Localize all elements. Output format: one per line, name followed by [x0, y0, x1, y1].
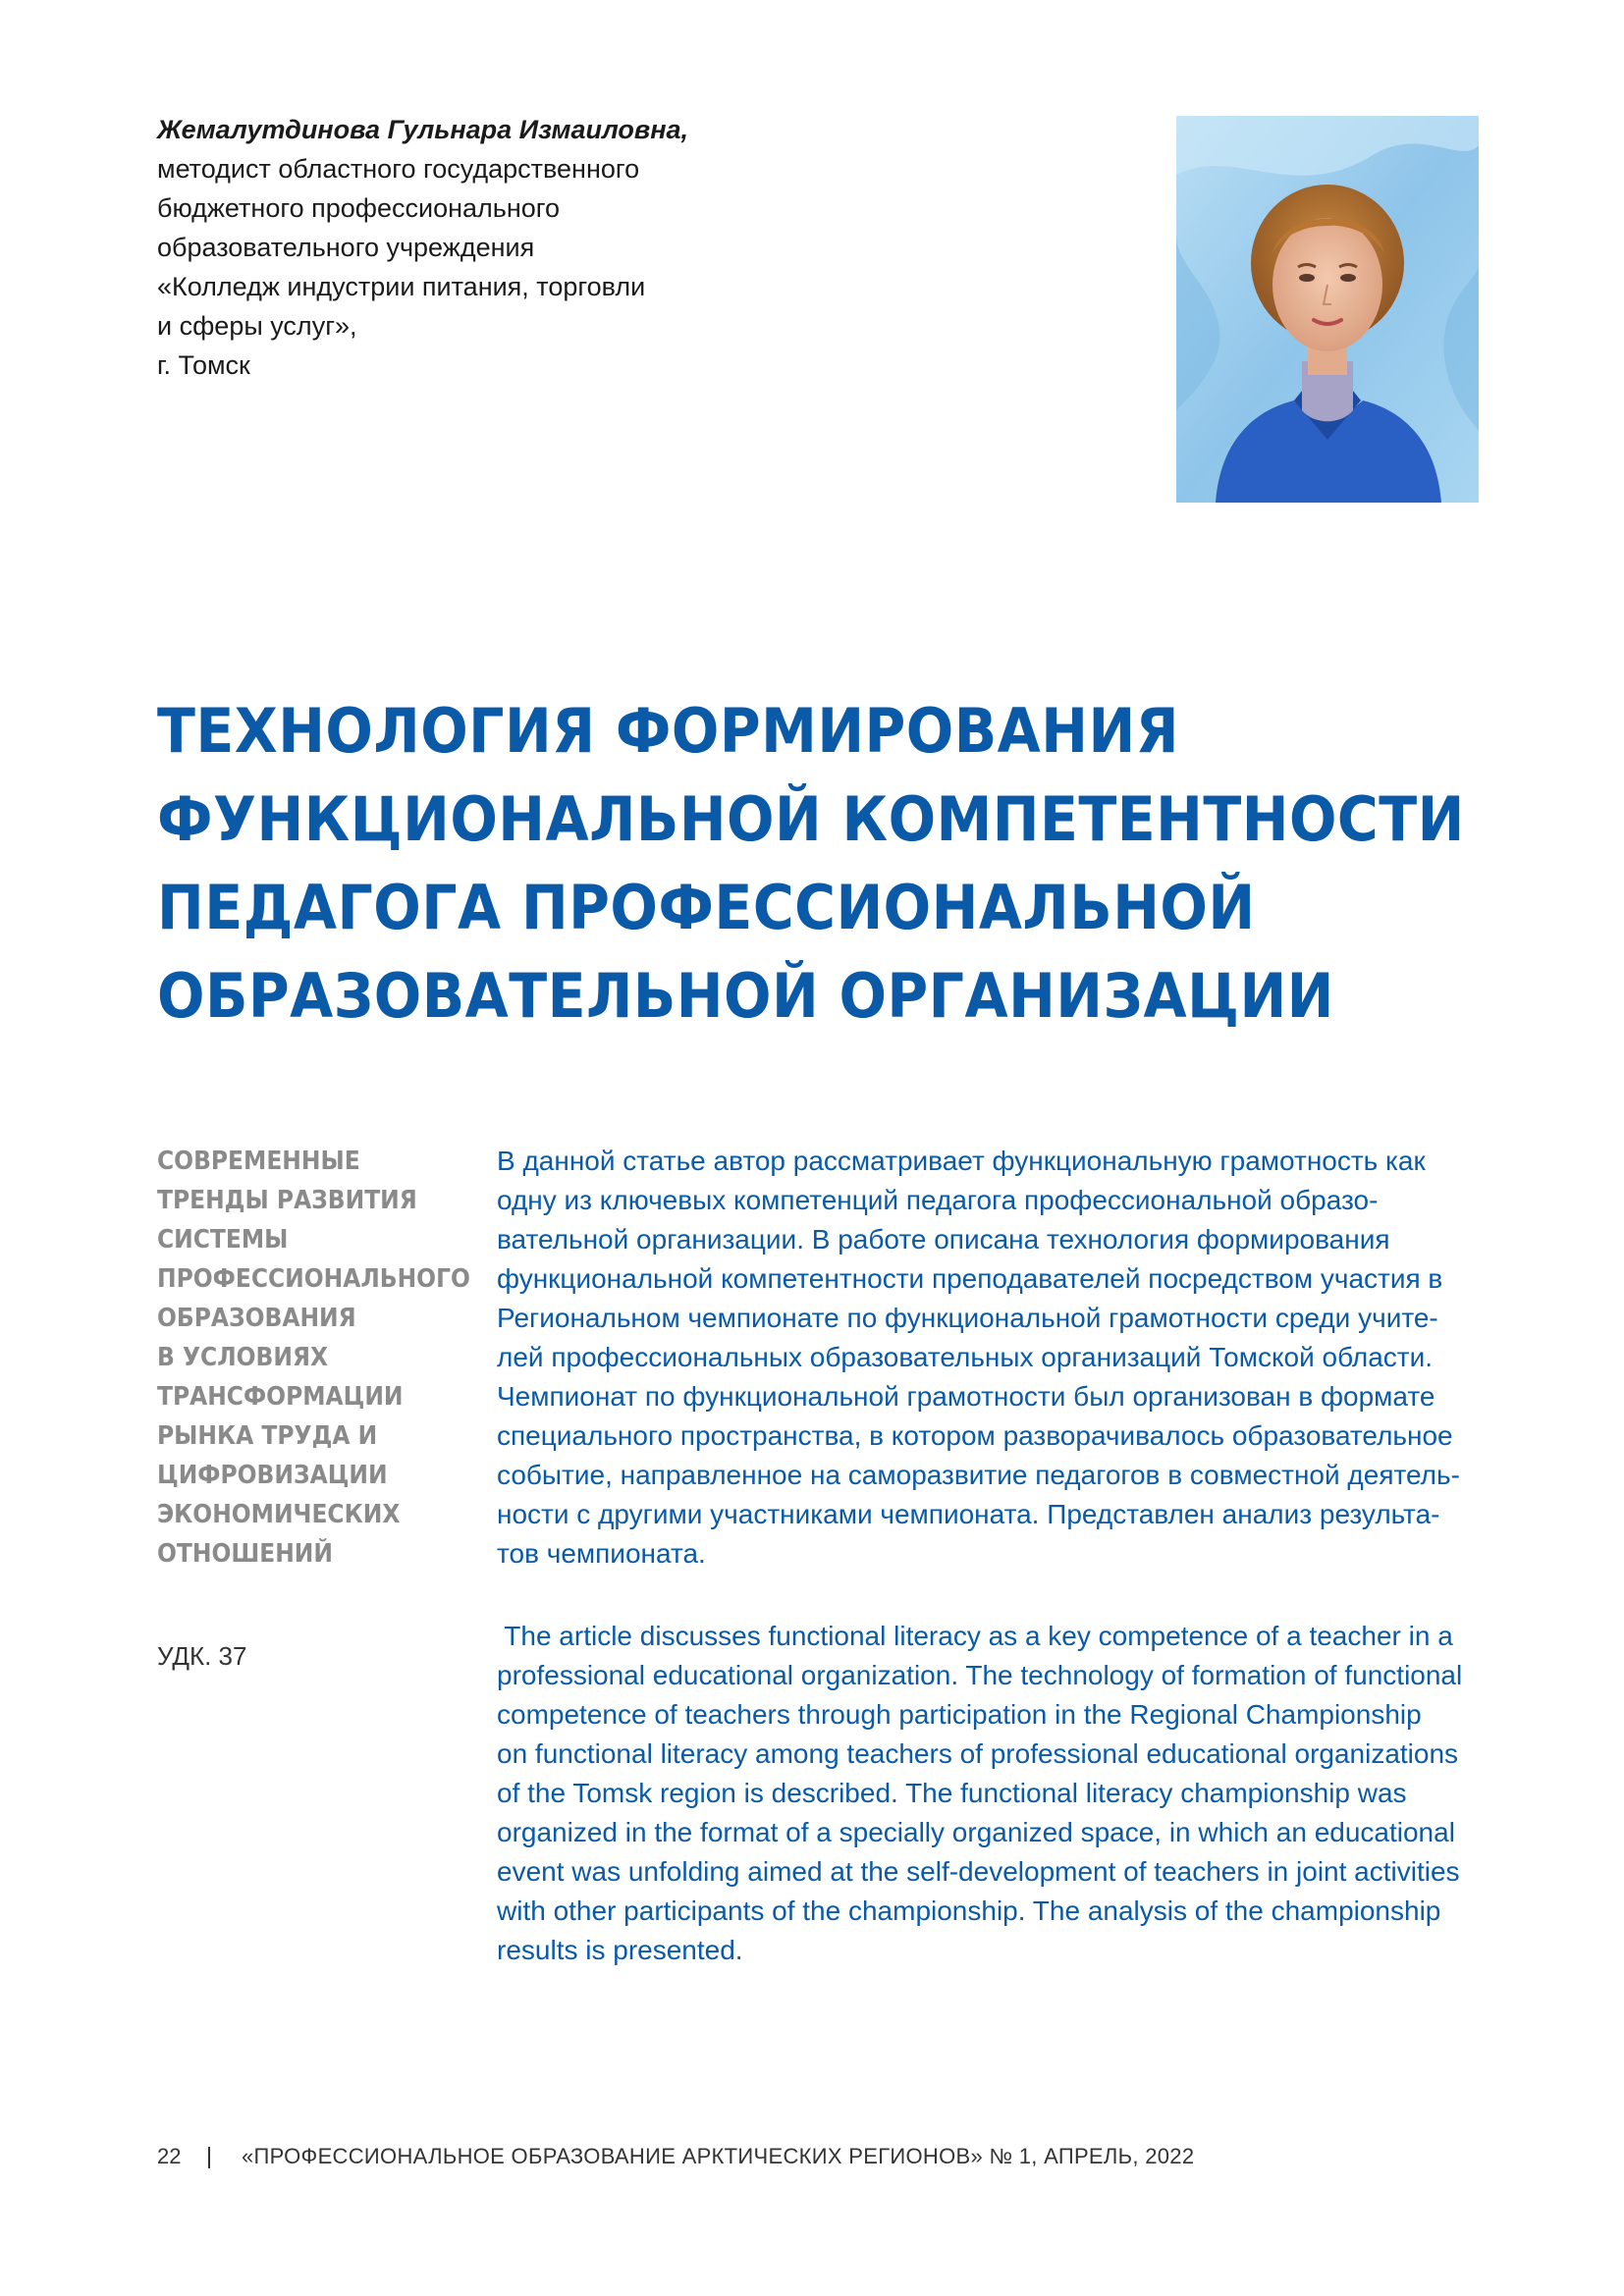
- rubric-line: ТРЕНДЫ РАЗВИТИЯ: [157, 1186, 417, 1215]
- article-title: [157, 687, 1465, 1041]
- author-affiliation-line: образовательного учреждения: [157, 233, 535, 262]
- abstract-line: organized in the format of a specially organized space, in which an educational: [497, 1817, 1455, 1847]
- rubric-line: В УСЛОВИЯХ: [157, 1343, 329, 1372]
- article-title-line: ОБРАЗОВАТЕЛЬНОЙ ОРГАНИЗАЦИИ: [157, 960, 1334, 1032]
- author-city: г. Томск: [157, 350, 250, 380]
- abstract-line: competence of teachers through participation in the Regional Championship: [497, 1699, 1422, 1730]
- abstract-english: [497, 1617, 1479, 1970]
- author-affiliation-line: «Колледж индустрии питания, торговли: [157, 272, 646, 301]
- section-rubric: [157, 1142, 470, 1574]
- rubric-line: СИСТЕМЫ: [157, 1225, 289, 1255]
- journal-name: «ПРОФЕССИОНАЛЬНОЕ ОБРАЗОВАНИЕ АРКТИЧЕСКИХ РЕГИОНОВ» № 1, АПРЕЛЬ, 2022: [242, 2144, 1195, 2168]
- page-number: 22: [157, 2144, 182, 2168]
- rubric-line: ПРОФЕССИОНАЛЬНОГО: [157, 1264, 470, 1294]
- abstract-line: results is presented.: [497, 1935, 743, 1965]
- rubric-line: ЭКОНОМИЧЕСКИХ: [157, 1500, 401, 1529]
- abstract-line: Чемпионат по функциональной грамотности был организован в формате: [497, 1381, 1435, 1412]
- abstract-line: ности с другими участниками чемпионата. Представлен анализ результа-: [497, 1499, 1440, 1529]
- abstract-line: Региональном чемпионате по функциональной грамотности среди учите-: [497, 1303, 1438, 1333]
- rubric-line: ТРАНСФОРМАЦИИ: [157, 1382, 404, 1412]
- author-photo: [1176, 116, 1479, 503]
- abstract-line: of the Tomsk region is described. The functional literacy championship was: [497, 1778, 1407, 1808]
- rubric-line: ОБРАЗОВАНИЯ: [157, 1304, 356, 1333]
- abstract-line: professional educational organization. The technology of formation of functional: [497, 1660, 1463, 1690]
- author-name: Жемалутдинова Гульнара Измаиловна,: [157, 115, 689, 144]
- abstract-line: событие, направленное на саморазвитие педагогов в совместной деятель-: [497, 1460, 1460, 1490]
- article-title-line: ПЕДАГОГА ПРОФЕССИОНАЛЬНОЙ: [157, 872, 1256, 943]
- abstract-line: В данной статье автор рассматривает функциональную грамотность как: [497, 1146, 1426, 1176]
- page-footer: [157, 2144, 1194, 2169]
- abstract-line: функциональной компетентности преподавателей посредством участия в: [497, 1263, 1443, 1294]
- author-affiliation-line: бюджетного профессионального: [157, 193, 561, 223]
- abstract-line: with other participants of the championship. The analysis of the championship: [497, 1896, 1441, 1926]
- rubric-line: РЫНКА ТРУДА И: [157, 1421, 378, 1451]
- rubric-line: СОВРЕМЕННЫЕ: [157, 1147, 360, 1176]
- rubric-line: ЦИФРОВИЗАЦИИ: [157, 1461, 388, 1490]
- author-block: [157, 110, 707, 385]
- abstract-line: The article discusses functional literacy as a key competence of a teacher in a: [497, 1621, 1453, 1651]
- abstract-line: одну из ключевых компетенций педагога профессиональной образо-: [497, 1185, 1379, 1215]
- abstract-line: event was unfolding aimed at the self-development of teachers in joint activities: [497, 1856, 1460, 1887]
- abstract-line: тов чемпионата.: [497, 1538, 706, 1569]
- abstract-line: вательной организации. В работе описана технология формирования: [497, 1224, 1390, 1255]
- abstract-line: специального пространства, в котором разворачивалось образовательное: [497, 1420, 1453, 1451]
- author-affiliation-line: методист областного государственного: [157, 154, 640, 184]
- abstract-line: лей профессиональных образовательных организаций Томской области.: [497, 1342, 1434, 1372]
- abstract-line: on functional literacy among teachers of professional educational organizations: [497, 1738, 1459, 1769]
- udk-code: УДК. 37: [157, 1641, 247, 1671]
- author-affiliation-line: и сферы услуг»,: [157, 311, 357, 341]
- article-title-line: ФУНКЦИОНАЛЬНОЙ КОМПЕТЕНТНОСТИ: [157, 783, 1465, 855]
- rubric-line: ОТНОШЕНИЙ: [157, 1539, 333, 1569]
- article-title-line: ТЕХНОЛОГИЯ ФОРМИРОВАНИЯ: [157, 695, 1180, 767]
- abstract-russian: [497, 1142, 1479, 1574]
- footer-separator: [208, 2147, 210, 2168]
